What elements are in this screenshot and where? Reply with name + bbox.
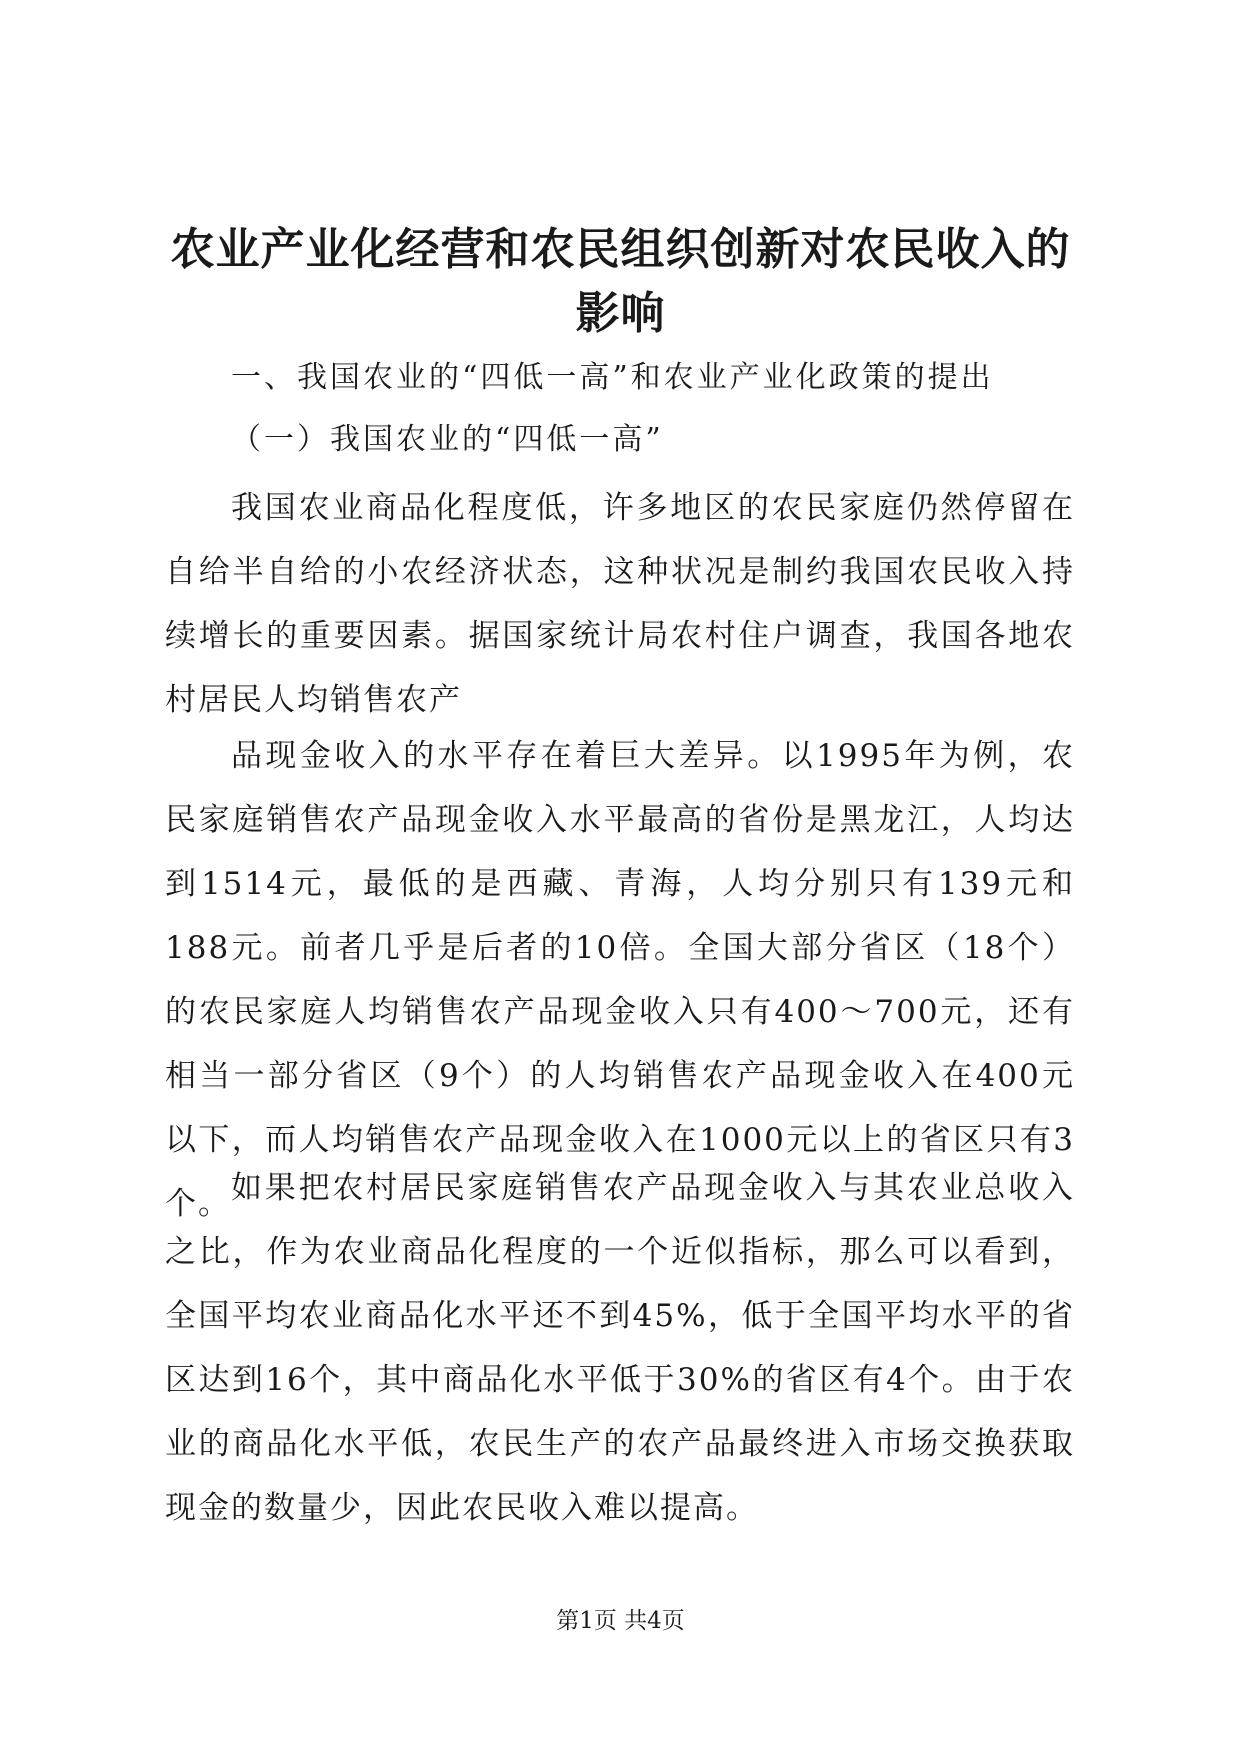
subsection-heading: （一）我国农业的“四低一高” — [231, 422, 664, 457]
page-number-footer: 第1页 共4页 — [556, 1608, 685, 1634]
section-heading: 一、我国农业的“四低一高”和农业产业化政策的提出 — [231, 360, 994, 395]
document-title: 农业产业化经营和农民组织创新对农民收入的影响 — [170, 224, 1071, 339]
body-paragraph: 我国农业商品化程度低，许多地区的农民家庭仍然停留在自给半自给的小农经济状态，这种状况是制约我国农民收入持续增长的重要因素。据国家统计局农村住户调查，我国各地农村居民人均销售农产 — [165, 490, 1075, 718]
body-paragraph: 如果把农村居民家庭销售农产品现金收入与其农业总收入之比，作为农业商品化程度的一个近似指标，那么可以看到，全国平均农业商品化水平还不到45%，低于全国平均水平的省区达到16个，其中商品化水平低于30%的省区有4个。由于农业的商品化水平低，农民生产的农产品最终进入市场交换获取现金的数量少，因此农民收入难以提高。 — [165, 1170, 1075, 1526]
body-paragraph: 品现金收入的水平存在着巨大差异。以1995年为例，农民家庭销售农产品现金收入水平最高的省份是黑龙江，人均达到1514元，最低的是西藏、青海，人均分别只有139元和188元。前者几乎是后者的10倍。全国大部分省区（18个）的农民家庭人均销售农产品现金收入只有400～700元，还有相当一部分省区（9个）的人均销售农产品现金收入在400元以下，而人均销售农产品现金收入在1000元以上的省区只有3个。 — [165, 738, 1075, 1222]
